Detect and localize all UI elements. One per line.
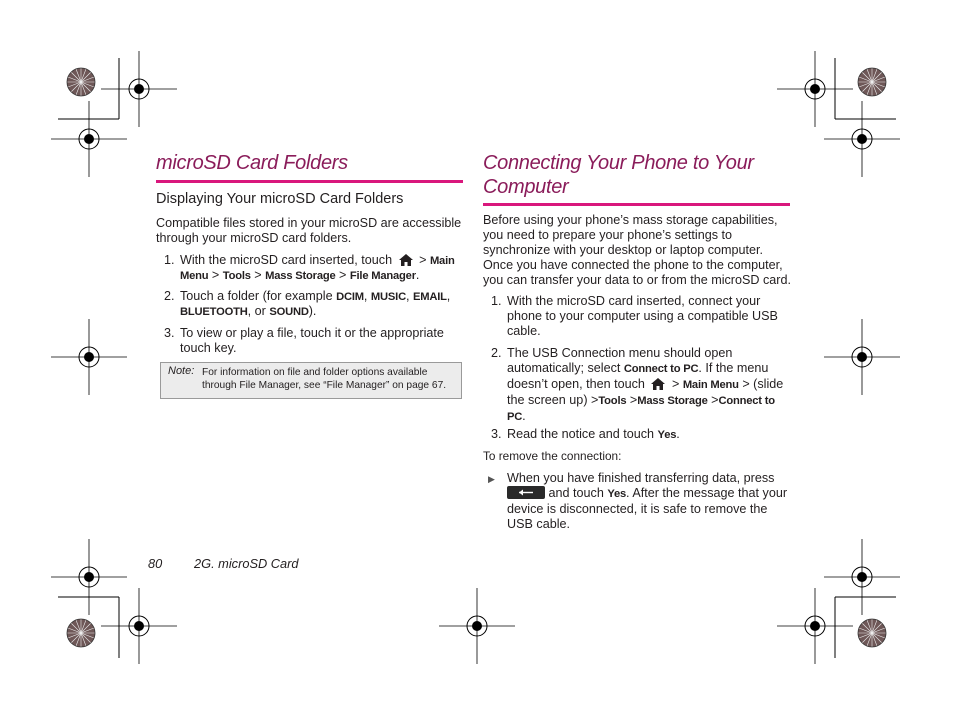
left-step-3: 3. To view or play a file, touch it or the appropriate touch key. xyxy=(164,326,444,355)
right-step-3: 3. Read the notice and touch Yes. xyxy=(491,427,680,441)
right-step-2: 2. The USB Connection menu should open automatically; select Connect to PC. If the menu doesn’t open, then touch > Main Menu > (slide the screen up) >Tools >Mass Storage >Connect to PC. xyxy=(491,346,784,423)
right-section-title: Connecting Your Phone to Your Computer xyxy=(483,152,754,198)
left-subtitle: Displaying Your microSD Card Folders xyxy=(156,191,404,207)
home-icon xyxy=(650,377,666,391)
right-bullet-item: ▶ When you have finished transferring data, press and touch Yes. After the message that your device is disconnected, it is safe to remove the USB cable. xyxy=(488,471,788,531)
star-target-icon xyxy=(67,619,95,647)
triangle-bullet-icon: ▶ xyxy=(488,474,495,484)
home-icon xyxy=(398,253,414,267)
left-section-title: microSD Card Folders xyxy=(156,152,348,174)
star-target-icon xyxy=(858,619,886,647)
back-key-icon xyxy=(507,486,545,499)
remove-connection-label: To remove the connection: xyxy=(483,449,622,463)
right-step-1: 1. With the microSD card inserted, connect your phone to your computer using a compatible USB cable. xyxy=(491,294,778,338)
right-title-rule xyxy=(483,203,790,206)
footer-section: 2G. microSD Card xyxy=(194,556,299,571)
right-intro: Before using your phone’s mass storage capabilities, you need to prepare your phone’s settings to synchronize with your desktop or laptop computer. Once you have connected the phone to the computer, you can transfer your data to or from the microSD card. xyxy=(483,213,791,287)
star-target-icon xyxy=(67,68,95,96)
page-number: 80 xyxy=(148,556,163,571)
left-step-2: 2. Touch a folder (for example DCIM, MUSIC, EMAIL, BLUETOOTH, or SOUND). xyxy=(164,289,451,318)
left-step-1: 1. With the microSD card inserted, touch > Main Menu > Tools > Mass Storage > File Manager. xyxy=(164,253,455,282)
note-box: Note: For information on file and folder options available through File Manager, see “File Manager” on page 67. xyxy=(160,362,462,399)
left-title-rule xyxy=(156,180,463,183)
star-target-icon xyxy=(858,68,886,96)
left-intro: Compatible files stored in your microSD are accessible through your microSD card folders. xyxy=(156,216,462,245)
note-label: Note: xyxy=(168,365,195,377)
